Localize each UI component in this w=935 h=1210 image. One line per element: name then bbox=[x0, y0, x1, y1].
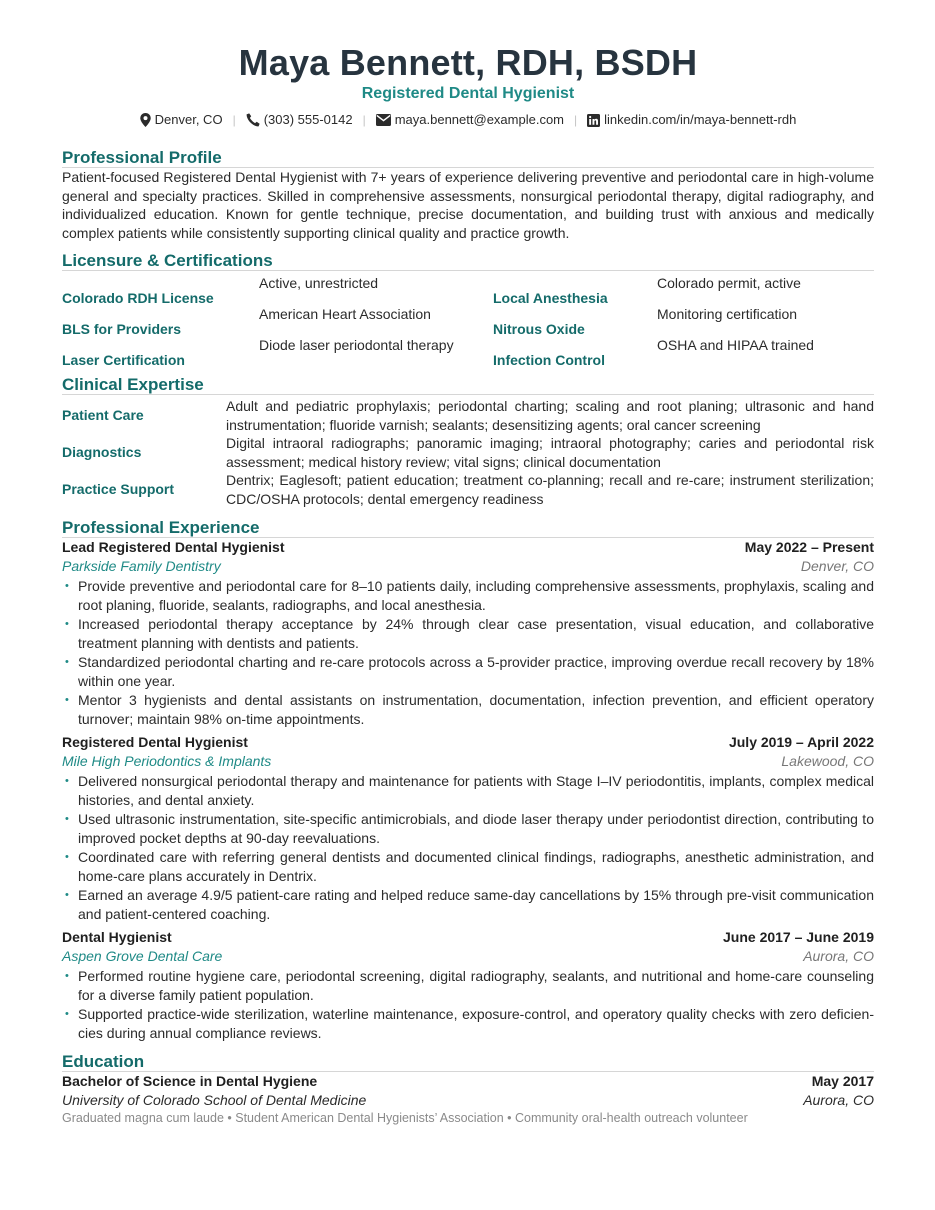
license-detail bbox=[657, 305, 874, 336]
section-heading: Licensure & Certifications bbox=[62, 251, 874, 271]
bullet-item: • Provide preventive and periodontal care for 8–10 patients daily, including comprehensive assessments, prophylaxis, scaling and root planing, fluoride, sealants, radiographs, and local anesthesia. bbox=[62, 577, 874, 614]
expertise-desc: Digital intraoral radiographs; panoramic imaging; intraoral photography; caries and periodontal risk assessment; medical history review; vital signs; clinical documentation bbox=[226, 435, 874, 470]
resume-header bbox=[62, 0, 874, 128]
license-item bbox=[493, 336, 657, 367]
license-item bbox=[493, 274, 657, 305]
license-name: Local Anesthesia bbox=[493, 290, 608, 306]
license-desc: Diode laser periodontal therapy bbox=[259, 337, 454, 353]
job-header-row bbox=[62, 733, 874, 752]
bullet-item: • Mentor 3 hygienists and dental assistants on instrumentation, documentation, infection prevention, and efficient operatory turnover; maintain 98% on-time appointments. bbox=[62, 691, 874, 728]
licensure-grid bbox=[62, 274, 874, 367]
job-dates: July 2019 – April 2022 bbox=[728, 734, 874, 750]
expertise-desc: Adult and pediatric prophylaxis; periodontal charting; scaling and root planing; ultrasonic and hand instrumentation; fluoride varnish; sealants; desensitizing agents; oral cancer screening bbox=[226, 398, 874, 433]
contact-separator: | bbox=[362, 113, 366, 127]
graduation-date: May 2017 bbox=[811, 1073, 874, 1089]
licensure-section bbox=[62, 251, 874, 367]
job-role: Registered Dental Hygienist bbox=[62, 734, 248, 750]
job-role: Lead Registered Dental Hygienist bbox=[62, 539, 285, 555]
job-location: Aurora, CO bbox=[803, 947, 874, 964]
bullet-item: • Used ultrasonic instrumentation, site-specific antimicrobials, and diode laser therapy under periodontist direction, contributing to improved pocket depths at 90-day reevaluations. bbox=[62, 810, 874, 847]
license-desc: OSHA and HIPAA trained bbox=[657, 337, 814, 353]
linkedin-link: linkedin.com/in/maya-bennett-rdh bbox=[604, 112, 797, 127]
license-desc: American Heart Association bbox=[259, 306, 431, 322]
education-subheader-row bbox=[62, 1091, 874, 1110]
education-section bbox=[62, 1052, 874, 1128]
expertise-category: Practice Support bbox=[62, 481, 175, 498]
candidate-title: Registered Dental Hygienist bbox=[361, 85, 575, 102]
linkedin-icon bbox=[587, 114, 600, 127]
contact-phone[interactable] bbox=[246, 112, 353, 128]
candidate-name: Maya Bennett, RDH, BSDH bbox=[238, 42, 698, 83]
license-detail bbox=[259, 305, 493, 336]
education-header-row bbox=[62, 1072, 874, 1091]
education-details: Graduated magna cum laude • Student American Dental Hygienists’ Association • Community oral-health outreach volunteer bbox=[62, 1111, 748, 1125]
license-name: Infection Control bbox=[493, 352, 605, 368]
email-link: maya.bennett@example.com bbox=[394, 112, 564, 127]
contact-location bbox=[140, 112, 223, 128]
school-location: Aurora, CO bbox=[803, 1091, 874, 1108]
job-company: Mile High Periodontics & Implants bbox=[62, 752, 272, 769]
school-name: University of Colorado School of Dental Medicine bbox=[62, 1091, 367, 1108]
contact-email[interactable] bbox=[376, 112, 564, 128]
envelope-icon bbox=[376, 114, 391, 126]
section-heading: Clinical Expertise bbox=[62, 375, 874, 395]
job-dates: May 2022 – Present bbox=[744, 539, 874, 555]
map-pin-icon bbox=[140, 113, 151, 127]
section-heading: Professional Profile bbox=[62, 148, 874, 168]
contact-separator: | bbox=[232, 113, 236, 127]
degree: Bachelor of Science in Dental Hygiene bbox=[62, 1073, 318, 1089]
job-entry bbox=[62, 538, 874, 728]
contact-separator: | bbox=[574, 113, 578, 127]
job-company: Aspen Grove Dental Care bbox=[62, 947, 223, 964]
job-header-row bbox=[62, 928, 874, 947]
license-desc: Monitoring certification bbox=[657, 306, 798, 322]
bullet-item: • Supported practice-wide sterilization, waterline maintenance, exposure-control, and operatory quality checks with zero deficien- cies during annual compliance reviews. bbox=[62, 1005, 874, 1042]
bullet-item: • Coordinated care with referring general dentists and documented clinical findings, radiographs, anesthetic administration, and home-care plans accurately in Dentrix. bbox=[62, 848, 874, 885]
bullet-item: • Earned an average 4.9/5 patient-care rating and helped reduce same-day cancellations by 15% through pre-visit communication and patient-centered coaching. bbox=[62, 886, 874, 923]
job-subheader-row bbox=[62, 752, 874, 771]
license-name: Laser Certification bbox=[62, 352, 185, 368]
section-heading: Education bbox=[62, 1052, 874, 1072]
section-heading: Professional Experience bbox=[62, 518, 874, 538]
profile-summary: Patient-focused Registered Dental Hygienist with 7+ years of experience delivering preventive and periodontal care in high-volume general and specialty practices. Skilled in comprehensive assessments, nonsurgical periodontal therapy, digital radiography, and individualized education. Known for gentle technique, precise documentation, and building trust with anxious and medically complex patients while consistently supporting clinical quality and practice growth. bbox=[62, 169, 874, 241]
job-bullets bbox=[62, 967, 874, 1042]
expertise-desc: Dentrix; Eaglesoft; patient education; treatment co-planning; recall and re-care; instrument sterilization; CDC/OSHA protocols; dental emergency readiness bbox=[226, 472, 874, 507]
profile-section bbox=[62, 148, 874, 242]
license-item bbox=[493, 305, 657, 336]
job-subheader-row bbox=[62, 947, 874, 966]
job-location: Denver, CO bbox=[800, 557, 874, 574]
bullet-item: • Performed routine hygiene care, periodontal screening, digital radiography, sealants, and nutritional and home-care counseling for a diverse family patient population. bbox=[62, 967, 874, 1004]
job-dates: June 2017 – June 2019 bbox=[723, 929, 874, 945]
license-name: Colorado RDH License bbox=[62, 290, 214, 306]
phone-icon bbox=[246, 113, 260, 127]
license-item bbox=[62, 274, 259, 305]
expertise-category: Diagnostics bbox=[62, 444, 142, 461]
license-item bbox=[62, 336, 259, 367]
job-entry bbox=[62, 928, 874, 1042]
expertise-section bbox=[62, 375, 874, 508]
location-text: Denver, CO bbox=[154, 112, 223, 127]
license-detail bbox=[657, 336, 874, 367]
job-company: Parkside Family Dentistry bbox=[62, 557, 221, 574]
job-location: Lakewood, CO bbox=[781, 752, 874, 769]
phone-text: (303) 555-0142 bbox=[263, 112, 353, 127]
contact-bar bbox=[62, 112, 874, 128]
bullet-item: • Standardized periodontal charting and re-care protocols across a 5-provider practice, improving overdue recall recovery by 18% within one year. bbox=[62, 653, 874, 690]
license-name: Nitrous Oxide bbox=[493, 321, 585, 337]
expertise-category: Patient Care bbox=[62, 407, 144, 424]
job-entry bbox=[62, 733, 874, 923]
experience-section bbox=[62, 518, 874, 1042]
expertise-grid bbox=[62, 397, 874, 508]
job-header-row bbox=[62, 538, 874, 557]
license-item bbox=[62, 305, 259, 336]
license-desc: Active, unrestricted bbox=[259, 275, 379, 291]
bullet-item: • Increased periodontal therapy acceptance by 24% through clear case presentation, visual education, and collaborative treatment planning with dentists and patients. bbox=[62, 615, 874, 652]
license-desc: Colorado permit, active bbox=[657, 275, 801, 291]
job-subheader-row bbox=[62, 557, 874, 576]
contact-linkedin[interactable] bbox=[587, 112, 796, 128]
license-name: BLS for Providers bbox=[62, 321, 182, 337]
bullet-item: • Delivered nonsurgical periodontal therapy and maintenance for patients with Stage I–IV periodontitis, implants, complex medical histories, and dental anxiety. bbox=[62, 772, 874, 809]
job-bullets bbox=[62, 577, 874, 728]
job-bullets bbox=[62, 772, 874, 923]
license-detail bbox=[259, 336, 493, 367]
job-role: Dental Hygienist bbox=[62, 929, 172, 945]
license-detail bbox=[657, 274, 874, 305]
license-detail bbox=[259, 274, 493, 305]
